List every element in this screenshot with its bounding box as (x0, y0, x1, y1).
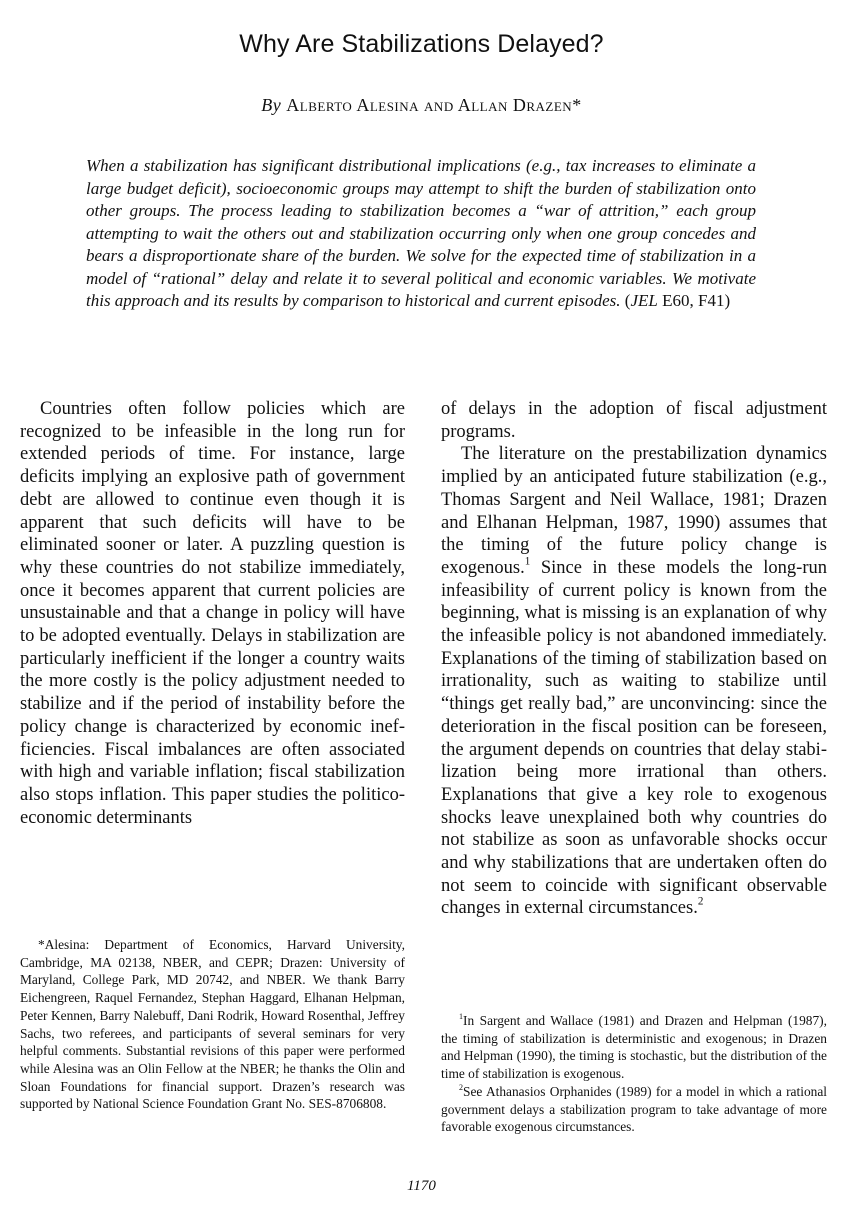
author-affiliation-footnote (20, 936, 405, 1113)
page-number: 1170 (407, 1178, 436, 1194)
jel-label: JEL (630, 291, 658, 310)
body-column-right (441, 398, 827, 920)
footnote-ref-1[interactable]: 1 (524, 555, 531, 568)
body-text: The literature on the prestabilization dynamics implied by an anticipated future stabilization (e.g., Thomas Sargent and Neil Wallace, 1981; Drazen and Elhanan Helpman, 1987, 1990) assumes that the timing of the future policy change is exogenous. (441, 444, 827, 578)
jel-open-paren: ( (624, 291, 631, 310)
footnotes-right (441, 1012, 827, 1136)
jel-classification (625, 291, 730, 310)
footnote-2 (441, 1083, 827, 1136)
author-byline (0, 95, 843, 116)
footnote-mark: 1 (459, 1011, 464, 1021)
footnote-text: See Athanasios Orphanides (1989) for a model in which a rational government delays a stabilization program to take advantage of more favorable exogenous circumstances. (441, 1083, 827, 1135)
body-paragraph: Countries often follow policies which are recognized to be infeasible in the long run for extended periods of time. For instance, large deficits implying an explosive path of government debt are allowed to continue even though it is apparent that such deficits will have to be eliminated sooner or later. A puzzling question is why these countries do not stabilize immediately, once it becomes apparent that current policies are unsustainable and that a change in policy will have to be adopted eventually. Delays in stabilization are particularly inefficient if the longer a country waits the more costly is the policy adjustment needed to stabilize and if the period of instability before the policy change is characterized by economic inefficiencies. Fiscal imbalances are often associated with high and variable inflation; fiscal stabilization also stops inflation. This paper studies the politico-economic determinants (20, 399, 405, 828)
footnote-text: In Sargent and Wallace (1981) and Drazen and Helpman (1987), the timing of stabilization is deterministic and exogenous; in Drazen and Helpman (1990), the timing is stochastic, but the distribution of the time of stabilization is exogenous. (441, 1013, 827, 1082)
footnote-1 (441, 1012, 827, 1083)
abstract (86, 155, 756, 313)
footnote-mark: 2 (459, 1082, 464, 1092)
paper-title: Why Are Stabilizations Delayed? (239, 30, 604, 58)
author-footnote-mark: * (572, 95, 582, 115)
abstract-text: When a stabilization has significant distributional implications (e.g., tax increases to eliminate a large budget deficit), socioeconomic groups may attempt to shift the burden of stabilization onto other groups. The process leading to stabilization becomes a “war of attrition,” each group attempting to wait the others out and stabilization occurring only when one group concedes and bears a disproportionate share of the burden. We solve for the expected time of stabilization in a model of “rational” delay and relate it to several political and economic variables. We motivate this approach and its results by comparison to historical and current episodes. (86, 156, 756, 310)
body-paragraph-continued: of delays in the adoption of fiscal adjustment programs. (441, 399, 827, 442)
byline-authors: Alberto Alesina and Allan Drazen (286, 95, 573, 115)
footnote-ref-2[interactable]: 2 (697, 896, 704, 909)
body-paragraph (441, 443, 827, 920)
jel-codes: E60, F41) (662, 291, 731, 310)
body-text: Since in these models the long-run infeasibility of current policy is known from the beginning, what is missing is an explanation of why the infeasible policy is not abandoned immediately. Explanations of the timing of stabilization based on irrationality, such as waiting to stabilize until “things get really bad,” are unconvincing: since the deterioration in the fiscal position can be foreseen, the argument depends on countries that delay stabilization being more irrational than others. Explanations that give a key role to exogenous shocks leave unexplained both why countries do not stabilize as soon as unfavorable shocks occur and why stabilizations that are undertaken often do not seem to coincide with significant observable changes in external circumstances. (441, 557, 827, 919)
byline-by: By (261, 95, 282, 115)
body-column-left (20, 398, 405, 829)
footnote-text: *Alesina: Department of Economics, Harvard University, Cambridge, MA 02138, NBER, and CEPR; Drazen: University of Maryland, College Park, MD 20742, and NBER. We thank Barry Eichengreen, Raquel Fernandez, Stephan Haggard, Elhanan Helpman, Peter Kennen, Barry Nalebuff, Dani Rodrik, Howard Rosenthal, Jeffrey Sachs, two referees, and participants of several seminars for very helpful comments. Substantial revisions of this paper were performed while Alesina was an Olin Fellow at the NBER; he thanks the Olin and Sloan Foundations for financial support. Drazen’s research was supported by National Science Foundation Grant No. SES-8706808. (20, 937, 405, 1112)
